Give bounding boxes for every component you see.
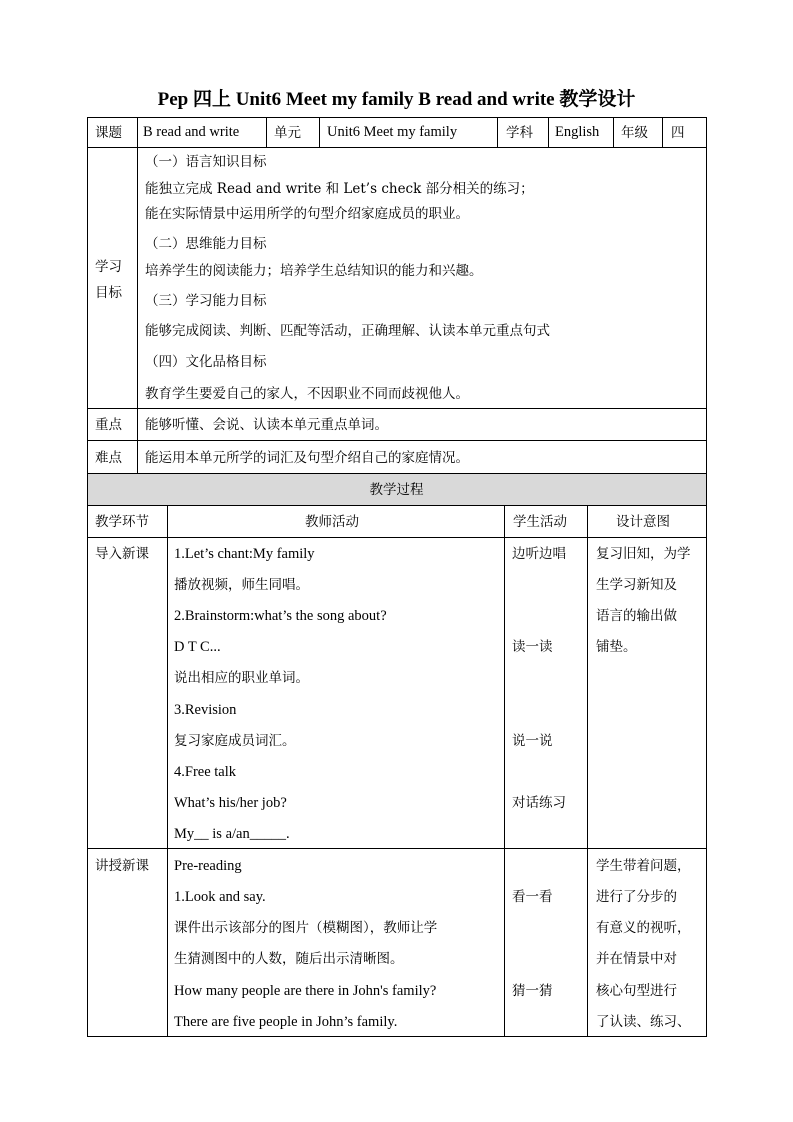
intent-line: 有意义的视听，	[596, 920, 691, 936]
objective-line: （二）思维能力目标	[145, 236, 267, 252]
label-objectives-1: 学习	[95, 259, 122, 275]
objective-line: 能在实际情景中运用所学的句型介绍家庭成员的职业。	[145, 206, 469, 222]
objective-line: 培养学生的阅读能力；培养学生总结知识的能力和兴趣。	[145, 263, 483, 279]
label-danyuan: 单元	[274, 125, 301, 141]
value-xueke: English	[555, 124, 600, 140]
objective-line: 能够完成阅读、判断、匹配等活动，正确理解、认读本单元重点句式	[145, 323, 550, 339]
teacher-line: What’s his/her job?	[174, 795, 287, 811]
intent-line: 学生带着问题，	[596, 858, 691, 874]
teacher-line: 生猜测图中的人数，随后出示清晰图。	[174, 951, 404, 967]
teacher-line: 1.Look and say.	[174, 889, 266, 905]
intent-line: 并在情景中对	[596, 951, 677, 967]
intent-line: 核心句型进行	[596, 983, 677, 999]
student-activity: 读一读	[512, 639, 553, 655]
value-danyuan: Unit6 Meet my family	[327, 124, 458, 140]
header-teacher: 教师活动	[305, 514, 359, 530]
objective-line: （四）文化品格目标	[145, 354, 267, 370]
label-key-point: 重点	[95, 417, 122, 433]
objective-line: （三）学习能力目标	[145, 293, 267, 309]
process-title: 教学过程	[369, 482, 424, 498]
header-student: 学生活动	[513, 514, 567, 530]
student-activity: 看一看	[512, 889, 553, 905]
label-difficulty: 难点	[95, 450, 122, 466]
value-nianji: 四	[671, 125, 685, 141]
student-activity: 边听边唱	[512, 546, 566, 562]
teacher-line: My__ is a/an_____.	[174, 826, 290, 842]
difficulty-text: 能运用本单元所学的词汇及句型介绍自己的家庭情况。	[145, 450, 469, 466]
label-objectives-2: 目标	[95, 285, 122, 301]
key-point-text: 能够听懂、会说、认读本单元重点单词。	[145, 417, 388, 433]
teacher-line: D T C...	[174, 639, 221, 655]
teacher-line: 1.Let’s chant:My family	[174, 546, 315, 562]
label-nianji: 年级	[621, 125, 648, 141]
teacher-line: 复习家庭成员词汇。	[174, 733, 296, 749]
teacher-line: 说出相应的职业单词。	[174, 670, 309, 686]
label-xueke: 学科	[506, 125, 533, 141]
teacher-line: There are five people in John’s family.	[174, 1014, 398, 1030]
student-activity: 猜一猜	[512, 983, 553, 999]
value-keti: B read and write	[143, 124, 240, 140]
header-stage: 教学环节	[95, 514, 149, 530]
objective-line: 教育学生要爱自己的家人，不因职业不同而歧视他人。	[145, 386, 469, 402]
student-activity: 说一说	[512, 733, 553, 749]
stage-label: 讲授新课	[95, 858, 149, 874]
objective-line: （一）语言知识目标	[145, 154, 267, 170]
teacher-line: 2.Brainstorm:what’s the song about?	[174, 608, 387, 624]
intent-line: 语言的输出做	[596, 608, 677, 624]
intent-line: 铺垫。	[596, 639, 637, 655]
header-intent: 设计意图	[616, 514, 670, 530]
teacher-line: 4.Free talk	[174, 764, 237, 780]
teacher-line: 3.Revision	[174, 702, 237, 718]
objective-line: 能独立完成 Read and write 和 Let’s check 部分相关的练习；	[145, 181, 534, 197]
teacher-line: How many people are there in John's family?	[174, 983, 437, 999]
label-keti: 课题	[95, 125, 122, 141]
document-title: Pep 四上 Unit6 Meet my family B read and write 教学设计	[157, 89, 636, 110]
teacher-line: 播放视频，师生同唱。	[174, 577, 309, 593]
teacher-line: 课件出示该部分的图片（模糊图），教师让学	[174, 920, 438, 936]
student-activity: 对话练习	[512, 795, 566, 811]
stage-label: 导入新课	[95, 546, 149, 562]
intent-line: 进行了分步的	[596, 889, 677, 905]
intent-line: 复习旧知，为学	[596, 546, 691, 562]
teacher-line: Pre-reading	[174, 858, 242, 874]
intent-line: 了认读、练习、	[596, 1014, 691, 1030]
intent-line: 生学习新知及	[596, 577, 677, 593]
